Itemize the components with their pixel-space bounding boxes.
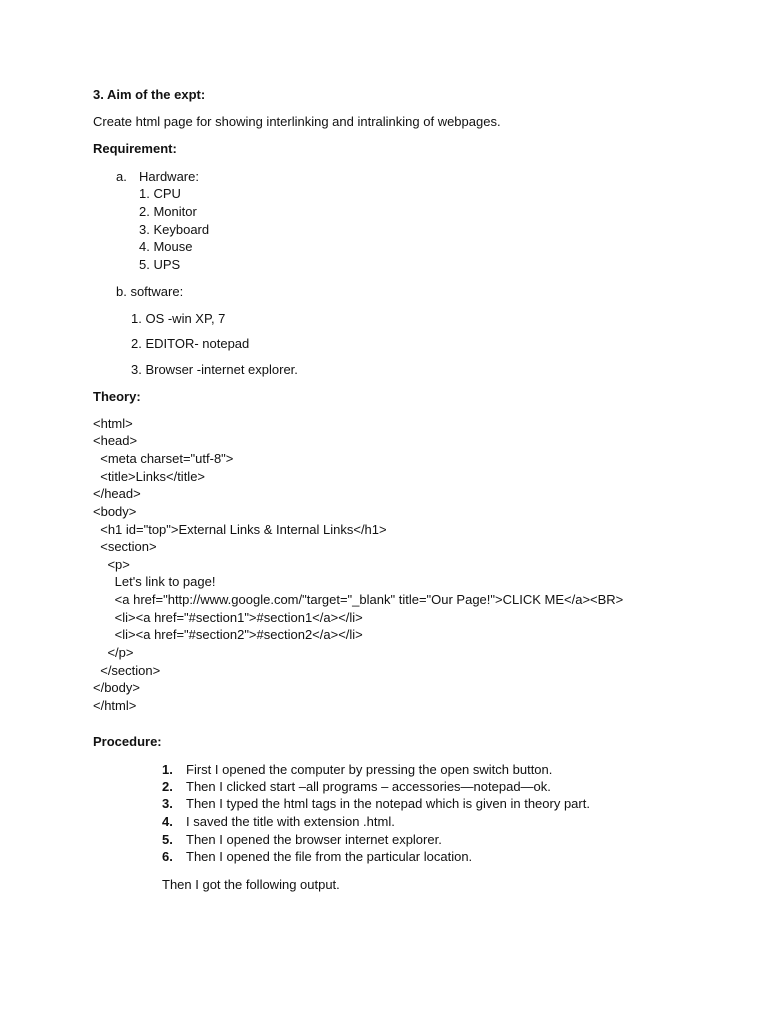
code-line: </body> — [93, 680, 140, 695]
code-line: <html> — [93, 416, 133, 431]
software-item: 3. Browser -internet explorer. — [131, 362, 298, 377]
requirement-heading: Requirement: — [93, 141, 177, 156]
code-line: <p> — [93, 557, 130, 572]
code-line: Let's link to page! — [93, 574, 216, 589]
step-text: Then I typed the html tags in the notepad which is given in theory part. — [186, 796, 590, 811]
aim-heading: 3. Aim of the expt: — [93, 87, 206, 102]
hardware-label: Hardware: — [139, 169, 199, 184]
code-line: <meta charset="utf-8"> — [93, 451, 234, 466]
step-text: Then I opened the browser internet explorer. — [186, 832, 442, 847]
step-number: 2. — [162, 779, 173, 794]
code-line: </head> — [93, 486, 141, 501]
hardware-item: 3. Keyboard — [139, 222, 210, 237]
software-item: 1. OS -win XP, 7 — [131, 311, 226, 326]
code-line: </p> — [93, 645, 134, 660]
code-line: <body> — [93, 504, 137, 519]
hardware-item: 1. CPU — [139, 186, 181, 201]
code-line: <li><a href="#section2">#section2</a></li> — [93, 627, 363, 642]
hardware-item: 4. Mouse — [139, 239, 193, 254]
code-line: <li><a href="#section1">#section1</a></li> — [93, 610, 363, 625]
hardware-item: 5. UPS — [139, 257, 181, 272]
hardware-item: 2. Monitor — [139, 204, 197, 219]
procedure-heading: Procedure: — [93, 734, 162, 749]
procedure-closing: Then I got the following output. — [162, 877, 340, 892]
code-line: <h1 id="top">External Links & Internal Links</h1> — [93, 522, 387, 537]
software-item: 2. EDITOR- notepad — [131, 336, 250, 351]
code-line: </html> — [93, 698, 137, 713]
code-line: </section> — [93, 663, 161, 678]
step-text: Then I opened the file from the particular location. — [186, 849, 473, 864]
step-text: Then I clicked start –all programs – accessories—notepad—ok. — [186, 779, 551, 794]
step-number: 6. — [162, 849, 173, 864]
step-number: 5. — [162, 832, 173, 847]
step-number: 4. — [162, 814, 173, 829]
step-number: 3. — [162, 796, 173, 811]
step-text: First I opened the computer by pressing the open switch button. — [186, 762, 553, 777]
aim-text: Create html page for showing interlinking and intralinking of webpages. — [93, 114, 501, 129]
step-text: I saved the title with extension .html. — [186, 814, 395, 829]
code-line: <a href="http://www.google.com/"target="_blank" title="Our Page!">CLICK ME</a><BR> — [93, 592, 624, 607]
code-line: <section> — [93, 539, 157, 554]
theory-heading: Theory: — [93, 389, 141, 404]
software-label: b. software: — [116, 284, 184, 299]
code-line: <head> — [93, 433, 138, 448]
code-line: <title>Links</title> — [93, 469, 206, 484]
step-number: 1. — [162, 762, 173, 777]
hardware-marker: a. — [116, 169, 127, 184]
